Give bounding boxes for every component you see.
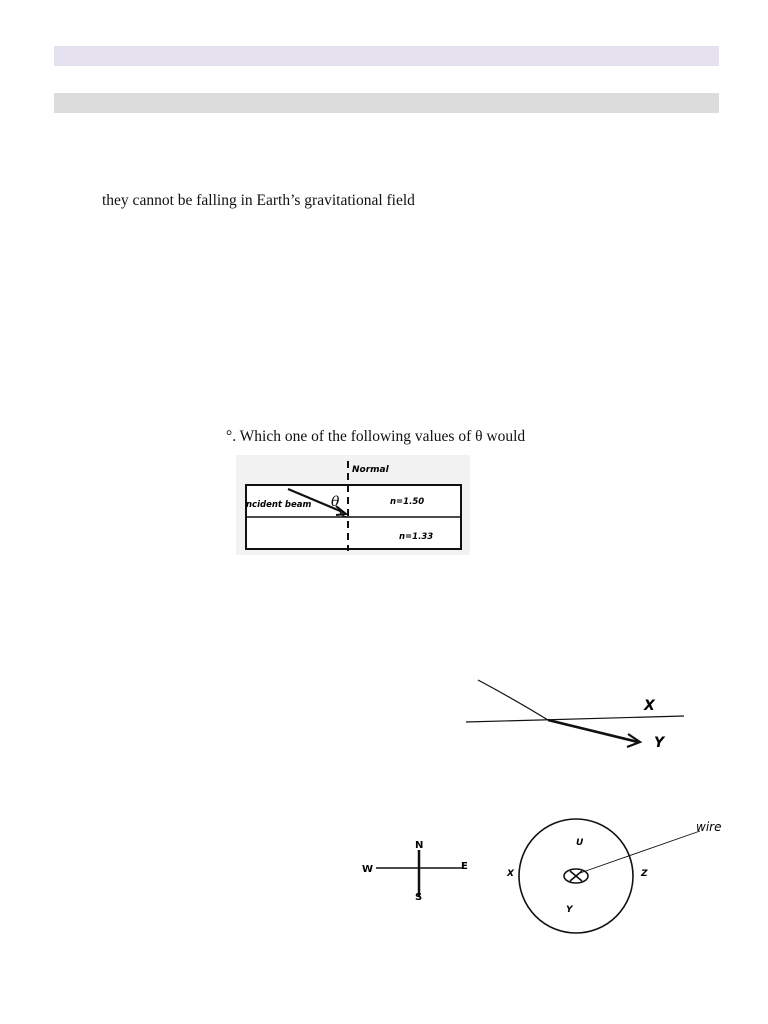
label-y-bottom: Y: [566, 905, 573, 915]
incoming-ray: [478, 680, 548, 720]
label-z: Z: [641, 869, 648, 879]
compass-east-label: E: [461, 861, 468, 872]
question-text-line-2: °. Which one of the following values of θ would: [226, 428, 526, 445]
ray-diagram: [462, 676, 692, 756]
compass-south-label: S: [415, 892, 423, 903]
wire-diagram: [500, 818, 740, 918]
surface-line: [466, 716, 684, 722]
wire-pointer-line: [580, 831, 700, 873]
label-y: Y: [654, 735, 665, 751]
upper-index-label: n=1.50: [390, 497, 425, 507]
header-band-lavender: [54, 46, 719, 66]
compass-north-label: N: [415, 840, 424, 851]
refracted-ray: [548, 720, 638, 742]
header-band-gray: [54, 93, 719, 113]
incident-beam-label: ncident beam: [246, 500, 312, 510]
normal-label: Normal: [352, 465, 389, 475]
refraction-diagram: [236, 455, 470, 555]
label-u: U: [576, 838, 584, 848]
compass-west-label: W: [362, 864, 374, 875]
theta-label: θ: [331, 494, 340, 510]
label-x: X: [644, 698, 655, 714]
wire-label: wire: [696, 820, 722, 834]
question-text-line-1: they cannot be falling in Earth’s gravitational field: [102, 192, 415, 209]
compass-diagram: [356, 838, 476, 904]
lower-index-label: n=1.33: [399, 532, 434, 542]
label-x-left: X: [507, 869, 514, 879]
